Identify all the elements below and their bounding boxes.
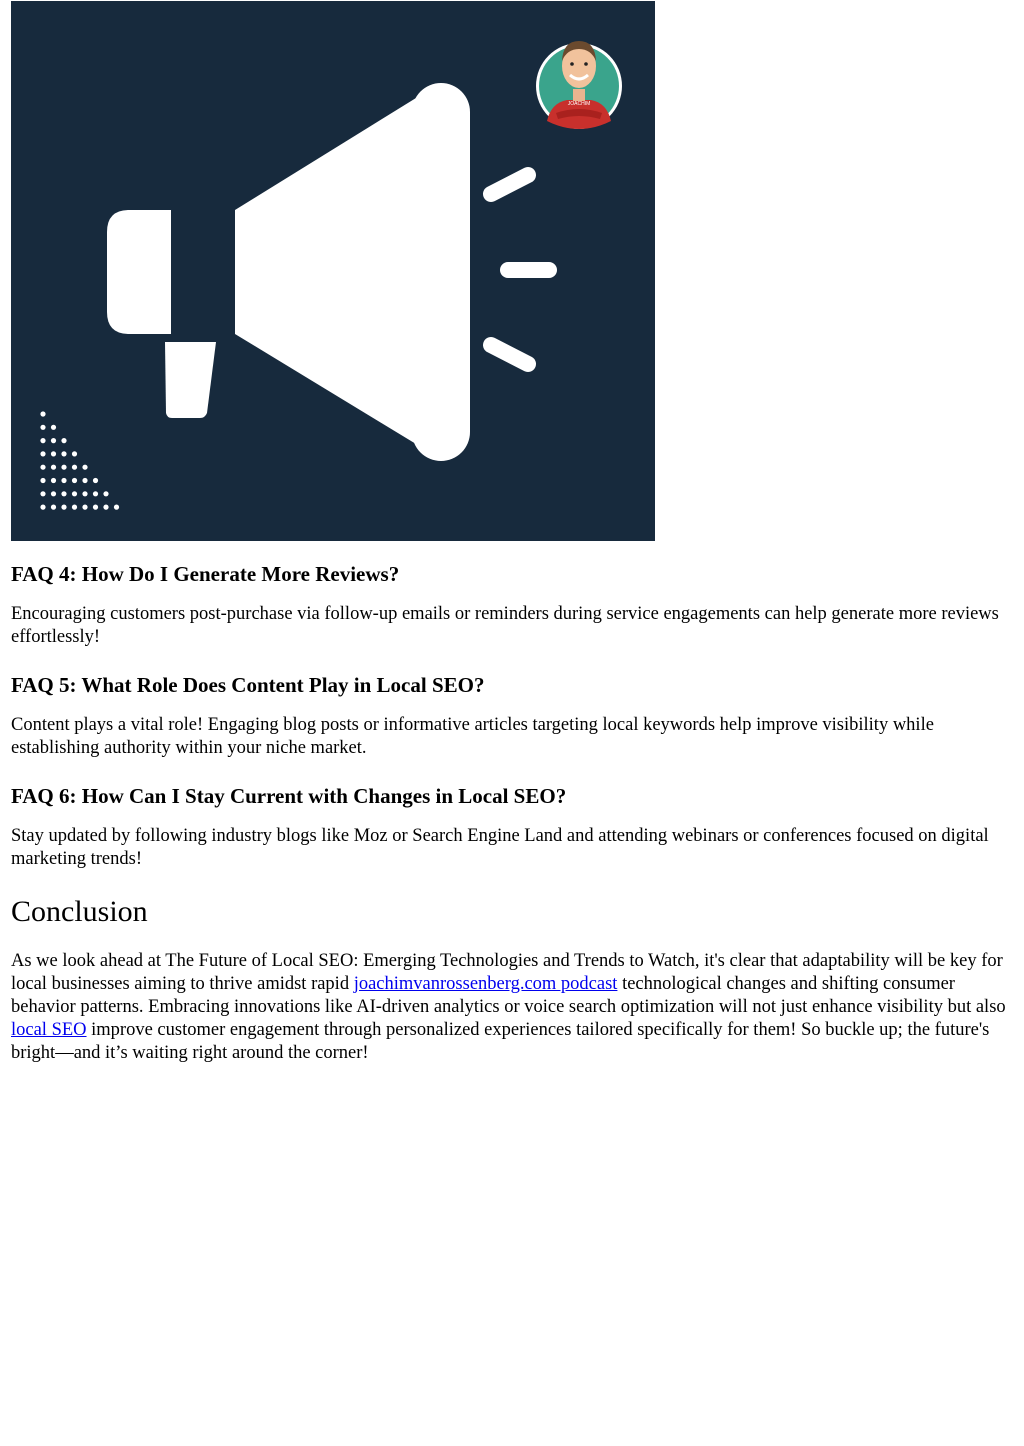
- faq-6-question: FAQ 6: How Can I Stay Current with Changes in Local SEO?: [11, 784, 567, 808]
- pattern-dot: [61, 491, 66, 496]
- faq-5-question: FAQ 5: What Role Does Content Play in Local SEO?: [11, 673, 485, 697]
- pattern-dot: [51, 491, 56, 496]
- dot-pattern: [40, 411, 119, 509]
- pattern-dot: [51, 505, 56, 510]
- pattern-dot: [114, 505, 119, 510]
- sound-wave-top: [491, 175, 528, 194]
- conclusion-text-2: technological changes and shifting consumer behavior patterns. Embracing innovations like AI-driven analytics or voice search optimization will not just enhance visibility but also: [11, 974, 1006, 1017]
- pattern-dot: [61, 451, 66, 456]
- pattern-dot: [72, 478, 77, 483]
- pattern-dot: [72, 465, 77, 470]
- author-avatar: [536, 41, 622, 129]
- pattern-dot: [82, 478, 87, 483]
- pattern-dot: [93, 491, 98, 496]
- conclusion-heading: Conclusion: [11, 895, 148, 928]
- pattern-dot: [61, 465, 66, 470]
- faq-4-question: FAQ 4: How Do I Generate More Reviews?: [11, 562, 400, 586]
- pattern-dot: [51, 425, 56, 430]
- pattern-dot: [51, 451, 56, 456]
- pattern-dot: [72, 451, 77, 456]
- faq-4-answer: Encouraging customers post-purchase via follow-up emails or reminders during service engagements can help generate more reviews effortlessly!: [11, 604, 999, 647]
- pattern-dot: [103, 505, 108, 510]
- pattern-dot: [82, 505, 87, 510]
- pattern-dot: [93, 505, 98, 510]
- faq-6-answer: Stay updated by following industry blogs like Moz or Search Engine Land and attending webinars or conferences focused on digital marketing trends!: [11, 826, 989, 869]
- pattern-dot: [72, 491, 77, 496]
- pattern-dot: [82, 491, 87, 496]
- pattern-dot: [61, 505, 66, 510]
- conclusion-text-1: As we look ahead at The Future of Local SEO: Emerging Technologies and Trends to Watch, it's clear that adaptability will be key for local businesses aiming to thrive amidst rapid: [11, 951, 1003, 994]
- megaphone-illustration: [11, 1, 655, 541]
- pattern-dot: [40, 438, 45, 443]
- svg-text:JOACHIM: JOACHIM: [567, 101, 591, 107]
- pattern-dot: [40, 478, 45, 483]
- pattern-dot: [61, 478, 66, 483]
- pattern-dot: [51, 465, 56, 470]
- pattern-dot: [51, 438, 56, 443]
- megaphone-cone: [235, 98, 416, 444]
- pattern-dot: [40, 491, 45, 496]
- sound-wave-bottom: [491, 345, 528, 364]
- pattern-dot: [40, 425, 45, 430]
- pattern-dot: [72, 505, 77, 510]
- megaphone-back: [107, 210, 171, 334]
- pattern-dot: [103, 491, 108, 496]
- megaphone-rim: [412, 83, 470, 461]
- podcast-link[interactable]: joachimvanrossenberg.com podcast: [353, 974, 618, 994]
- faq-5-answer: Content plays a vital role! Engaging blog posts or informative articles targeting local keywords help improve visibility while establishing authority within your niche market.: [11, 715, 934, 758]
- pattern-dot: [82, 465, 87, 470]
- conclusion-text-3: improve customer engagement through personalized experiences tailored specifically for them! So buckle up; the future's bright—and it’s waiting right around the corner!: [11, 1020, 990, 1063]
- article-content: [11, 561, 1006, 1088]
- pattern-dot: [93, 478, 98, 483]
- megaphone-handle: [165, 342, 216, 418]
- hero-image: [11, 1, 655, 541]
- pattern-dot: [51, 478, 56, 483]
- pattern-dot: [40, 451, 45, 456]
- pattern-dot: [40, 411, 45, 416]
- pattern-dot: [61, 438, 66, 443]
- pattern-dot: [40, 505, 45, 510]
- conclusion-paragraph: [11, 950, 1006, 1065]
- pattern-dot: [40, 465, 45, 470]
- local-seo-link[interactable]: local SEO: [11, 1020, 87, 1040]
